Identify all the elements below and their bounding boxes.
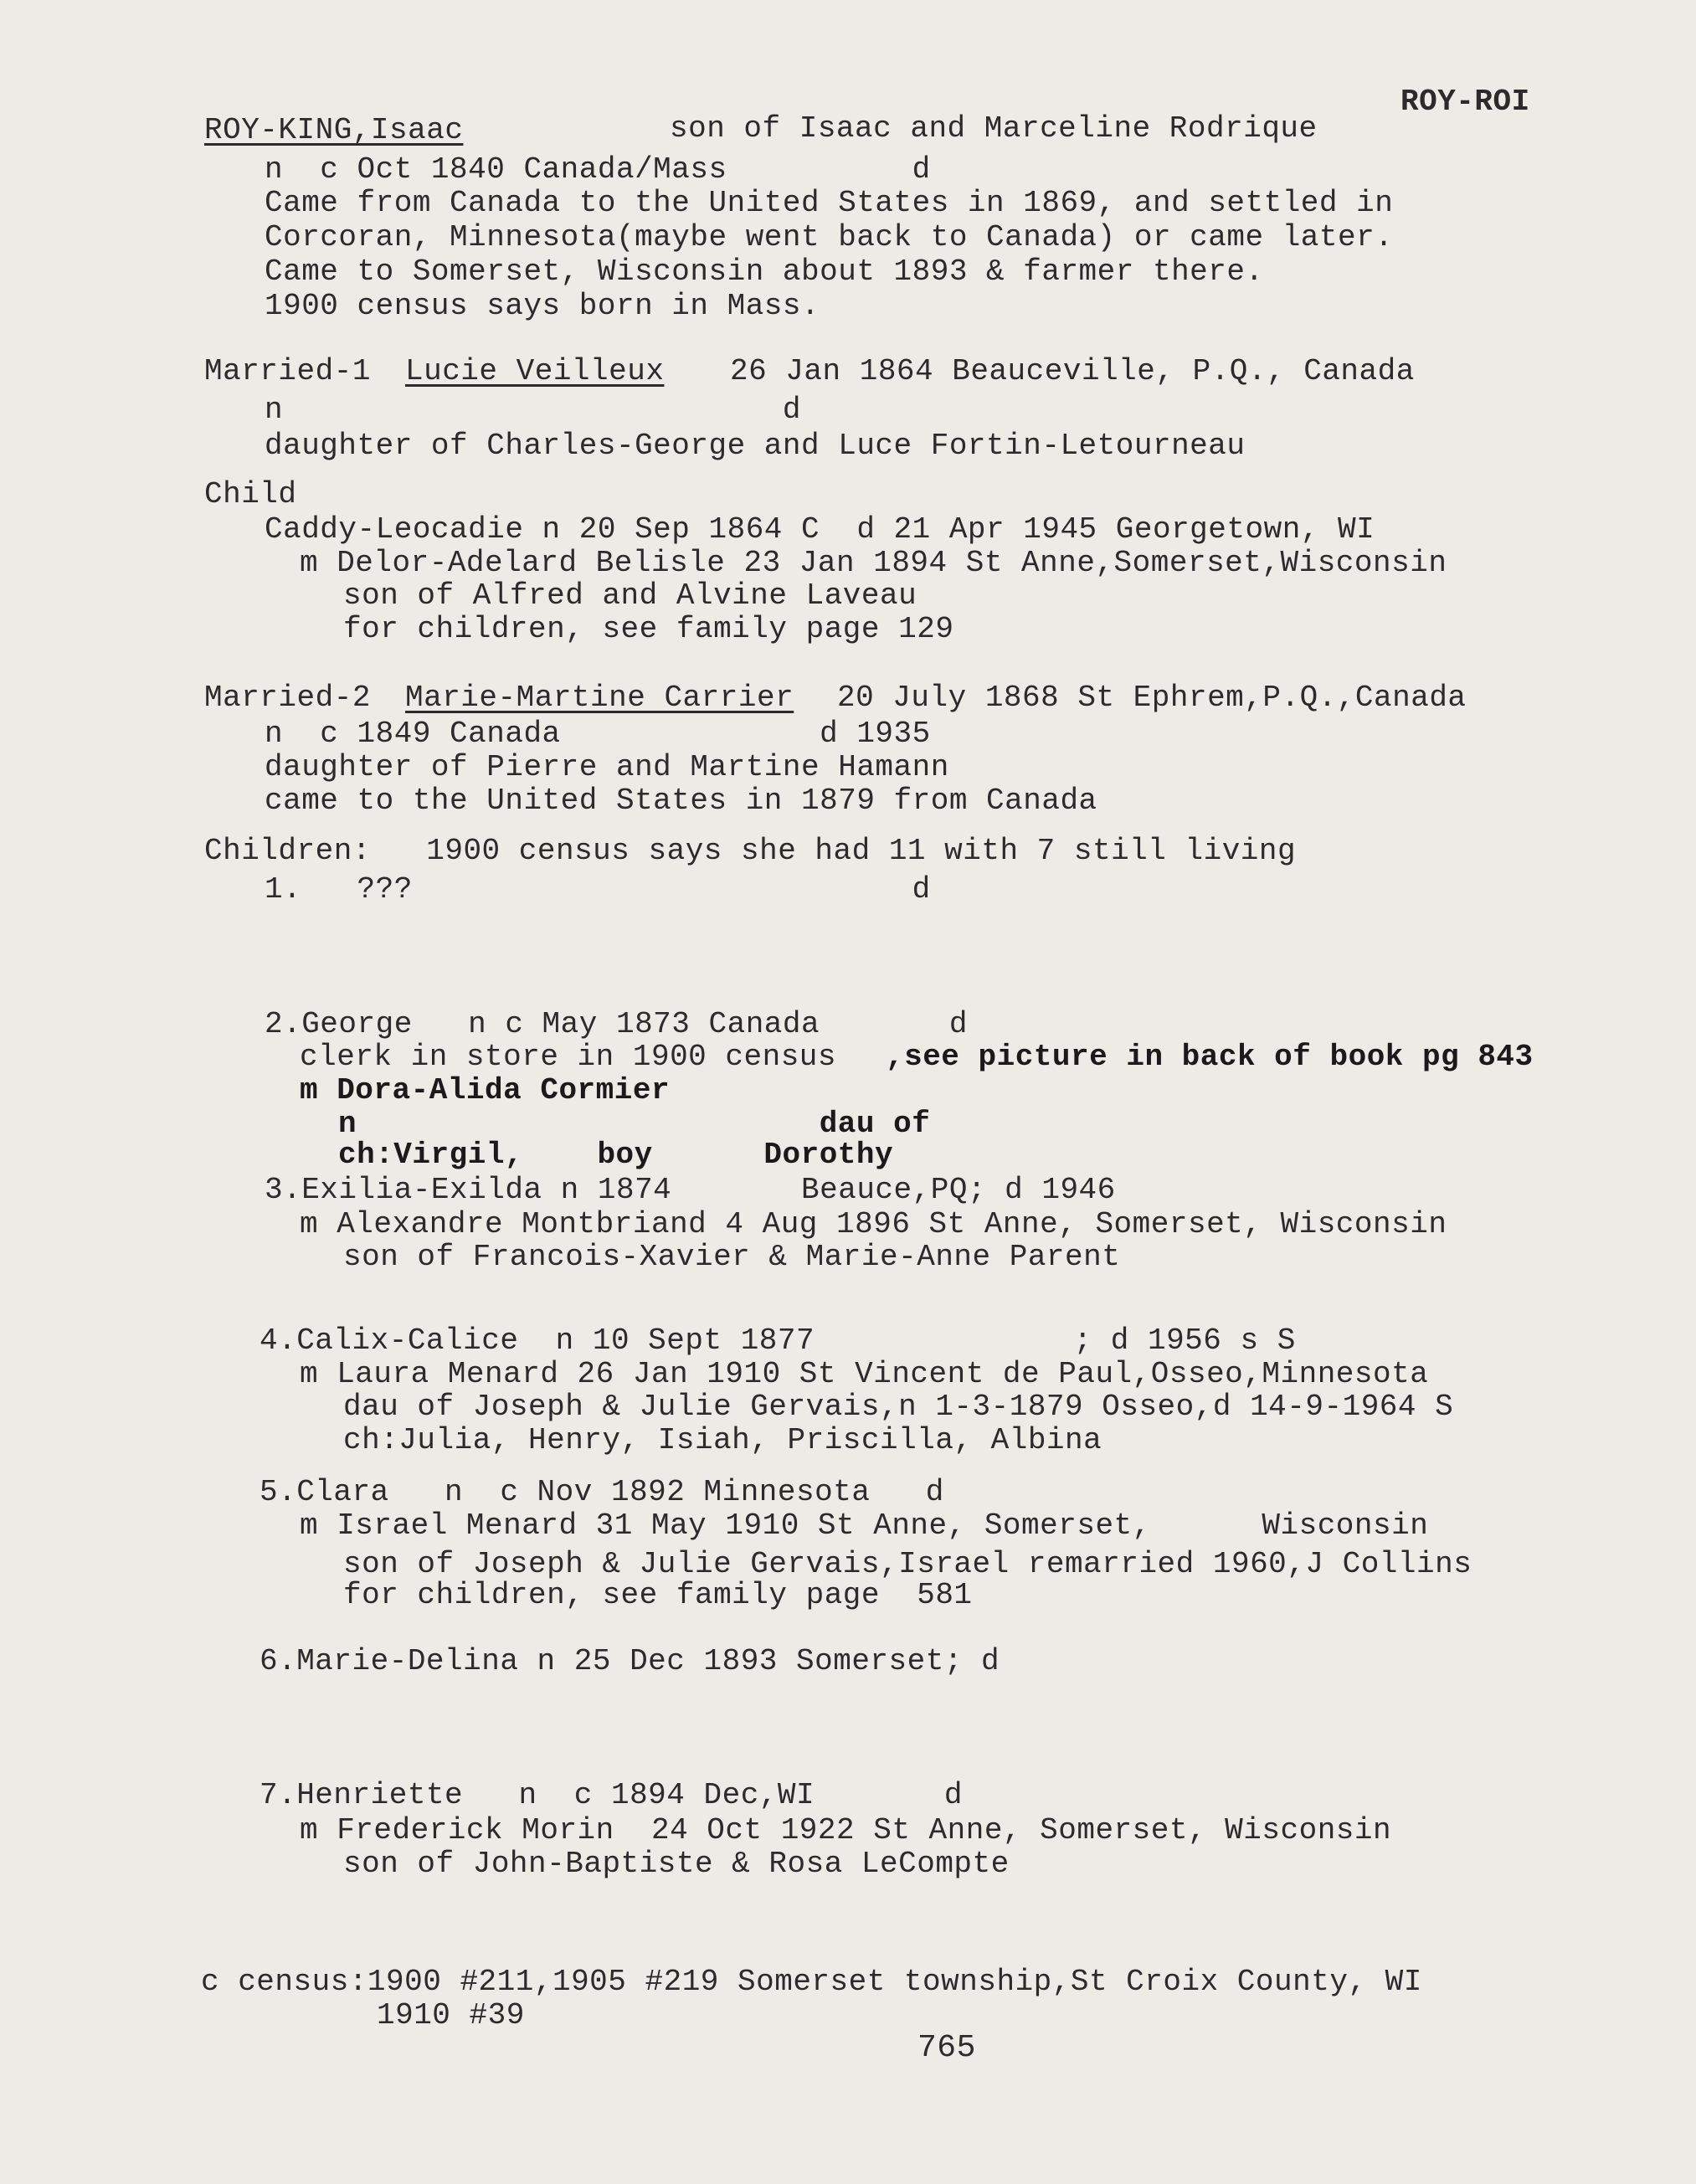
marriage2-parents: daughter of Pierre and Martine Hamann bbox=[265, 750, 949, 784]
child-7-line: 7.Henriette n c 1894 Dec,WI d bbox=[260, 1778, 963, 1812]
child-4-line: 4.Calix-Calice n 10 Sept 1877 ; d 1956 s S bbox=[260, 1323, 1296, 1358]
subject-line: Came to Somerset, Wisconsin about 1893 & farmer there. bbox=[265, 254, 1264, 289]
child-4-line: m Laura Menard 26 Jan 1910 St Vincent de Paul,Osseo,Minnesota bbox=[300, 1357, 1429, 1391]
child-2-line: clerk in store in 1900 census bbox=[300, 1040, 837, 1074]
child-line: m Delor-Adelard Belisle 23 Jan 1894 St Anne,Somerset,Wisconsin bbox=[300, 546, 1447, 580]
child-3-line: son of Francois-Xavier & Marie-Anne Parent bbox=[343, 1240, 1121, 1274]
child-line: son of Alfred and Alvine Laveau bbox=[343, 578, 917, 613]
subject-line: Corcoran, Minnesota(maybe went back to Canada) or came later. bbox=[265, 220, 1394, 254]
child-4-line: ch:Julia, Henry, Isiah, Priscilla, Albina bbox=[343, 1423, 1102, 1457]
page-number: 765 bbox=[917, 2030, 976, 2066]
marriage2-spouse: Marie-Martine Carrier bbox=[405, 681, 794, 715]
child-2-line: m Dora-Alida Cormier bbox=[300, 1073, 671, 1107]
child-1: 1. ??? d bbox=[265, 872, 931, 907]
child-line: for children, see family page 129 bbox=[343, 612, 954, 646]
marriage1-spouse: Lucie Veilleux bbox=[405, 354, 665, 388]
child-3-line: m Alexandre Montbriand 4 Aug 1896 St Anne, Somerset, Wisconsin bbox=[300, 1207, 1447, 1241]
child-2-line: 2.George n c May 1873 Canada d bbox=[265, 1007, 968, 1041]
children-heading: Children: 1900 census says she had 11 with 7 still living bbox=[204, 834, 1297, 868]
subject-name: ROY-KING,Isaac bbox=[204, 113, 464, 147]
census-line: c census:1900 #211,1905 #219 Somerset township,St Croix County, WI bbox=[201, 1965, 1422, 1999]
child-5-line: for children, see family page 581 bbox=[343, 1578, 973, 1612]
marriage2-label: Married-2 bbox=[204, 681, 371, 715]
child-heading: Child bbox=[204, 477, 297, 511]
marriage1-details: 26 Jan 1864 Beauceville, P.Q., Canada bbox=[730, 354, 1415, 388]
header-tag: ROY-ROI bbox=[1400, 85, 1530, 119]
child-5-line: 5.Clara n c Nov 1892 Minnesota d bbox=[260, 1475, 944, 1509]
child-5-line: m Israel Menard 31 May 1910 St Anne, Somerset, Wisconsin bbox=[300, 1508, 1429, 1543]
child-2-note: ,see picture in back of book pg 843 bbox=[886, 1040, 1534, 1074]
marriage1-parents: daughter of Charles-George and Luce Fortin-Letourneau bbox=[265, 429, 1246, 463]
marriage2-dates: n c 1849 Canada d 1935 bbox=[265, 717, 931, 751]
child-7-line: m Frederick Morin 24 Oct 1922 St Anne, Somerset, Wisconsin bbox=[300, 1813, 1392, 1847]
child-3-line: 3.Exilia-Exilda n 1874 Beauce,PQ; d 1946 bbox=[265, 1173, 1116, 1207]
child-4-line: dau of Joseph & Julie Gervais,n 1-3-1879 Osseo,d 14-9-1964 S bbox=[343, 1390, 1454, 1424]
child-7-line: son of John-Baptiste & Rosa LeCompte bbox=[343, 1847, 1010, 1881]
child-line: Caddy-Leocadie n 20 Sep 1864 C d 21 Apr 1945 Georgetown, WI bbox=[265, 512, 1375, 547]
child-2-line: n dau of bbox=[338, 1107, 931, 1141]
marriage1-label: Married-1 bbox=[204, 354, 371, 388]
child-6-line: 6.Marie-Delina n 25 Dec 1893 Somerset; d bbox=[260, 1644, 1000, 1678]
marriage2-immigration: came to the United States in 1879 from Canada bbox=[265, 784, 1097, 818]
census-line: 1910 #39 bbox=[377, 1998, 525, 2032]
marriage1-dates: n d bbox=[265, 393, 802, 427]
subject-line: Came from Canada to the United States in 1869, and settled in bbox=[265, 186, 1394, 220]
subject-line: 1900 census says born in Mass. bbox=[265, 289, 820, 323]
child-5-line: son of Joseph & Julie Gervais,Israel remarried 1960,J Collins bbox=[343, 1547, 1472, 1581]
marriage2-details: 20 July 1868 St Ephrem,P.Q.,Canada bbox=[837, 681, 1467, 715]
child-2-line: ch:Virgil, boy Dorothy bbox=[338, 1138, 894, 1172]
subject-parents: son of Isaac and Marceline Rodrique bbox=[670, 111, 1318, 146]
subject-line: n c Oct 1840 Canada/Mass d bbox=[265, 152, 931, 187]
